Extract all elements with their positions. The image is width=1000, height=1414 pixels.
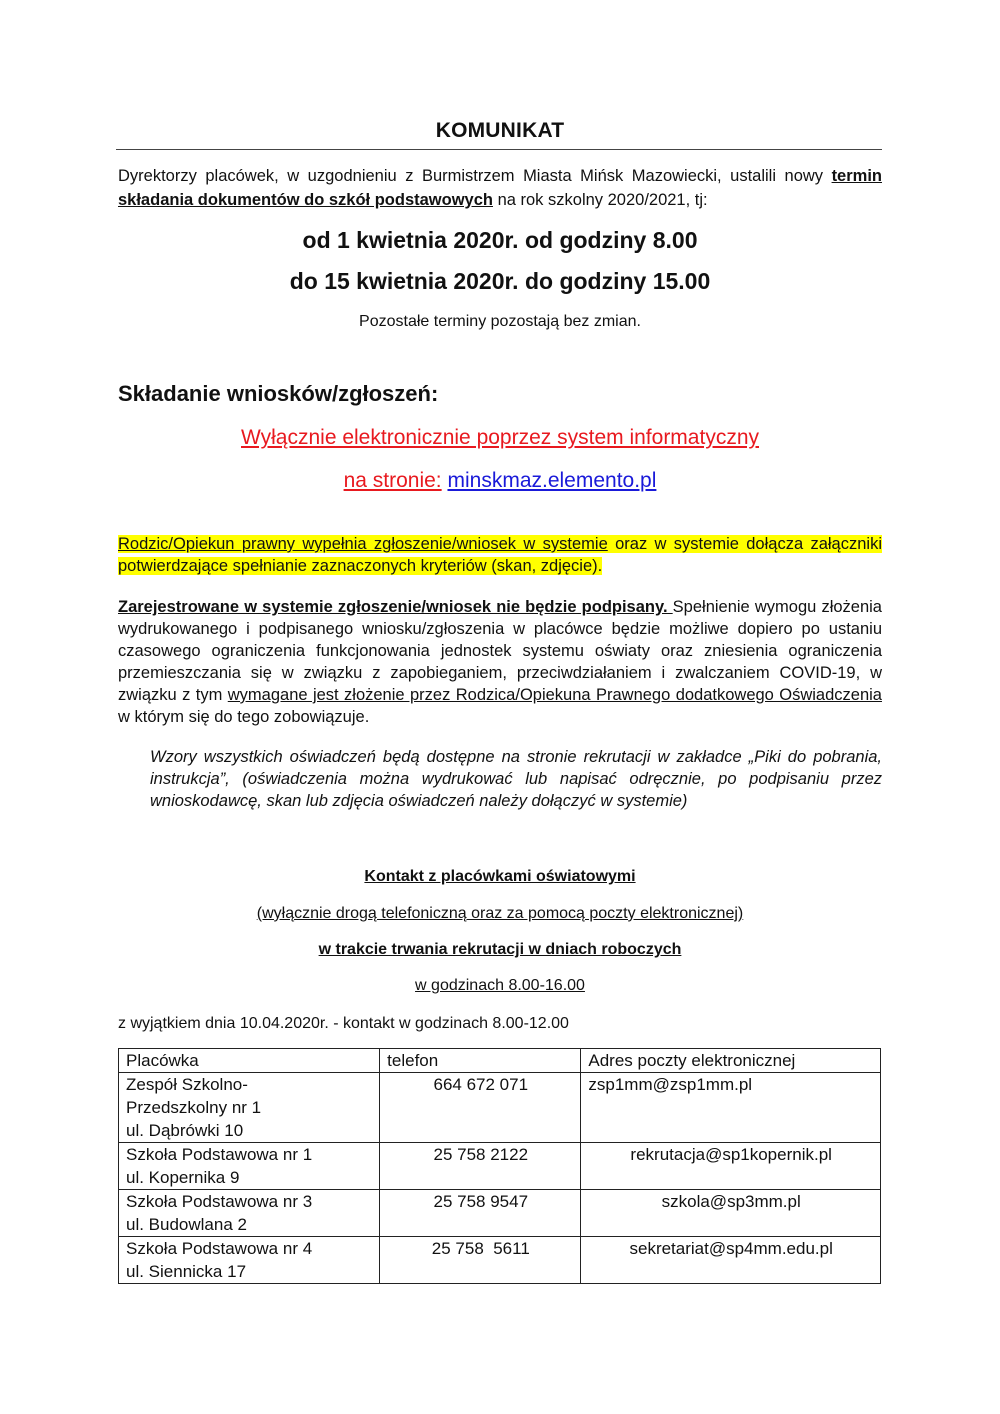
school-name-cell: Szkoła Podstawowa nr 3 ul. Budowlana 2	[119, 1190, 380, 1237]
contact-heading: Kontakt z placówkami oświatowymi	[364, 868, 636, 885]
submission-method-text: Wyłącznie elektronicznie poprzez system informatyczny	[241, 426, 759, 449]
submission-method	[118, 426, 882, 450]
table-header-row	[119, 1049, 881, 1073]
contacts-table	[118, 1048, 881, 1284]
elemento-link[interactable]: minskmaz.elemento.pl	[447, 469, 657, 492]
contact-period: w trakcie trwania rekrutacji w dniach roboczych	[318, 941, 682, 958]
table-row	[119, 1237, 881, 1284]
email-cell: szkola@sp3mm.pl	[581, 1190, 881, 1237]
document-title: KOMUNIKAT	[435, 119, 565, 142]
parent-fills-underlined: Rodzic/Opiekun prawny wypełnia zgłoszenie/wniosek w systemie	[118, 535, 608, 553]
phone-cell: 25 758 5611	[380, 1237, 581, 1284]
contact-hours: w godzinach 8.00-16.00	[415, 977, 585, 994]
parent-fills-paragraph	[118, 533, 882, 577]
school-name-cell: Zespół Szkolno- Przedszkolny nr 1 ul. Dąbrówki 10	[119, 1073, 380, 1143]
email-cell: rekrutacja@sp1kopernik.pl	[581, 1143, 881, 1190]
submission-site	[118, 469, 882, 493]
intro-text-before: Dyrektorzy placówek, w uzgodnieniu z Burmistrzem Miasta Mińsk Mazowiecki, ustalili nowy	[118, 167, 832, 185]
other-terms-note: Pozostałe terminy pozostają bez zmian.	[359, 313, 641, 330]
school-name-cell: Szkoła Podstawowa nr 1 ul. Kopernika 9	[119, 1143, 380, 1190]
declaration-requirement: wymagane jest złożenie przez Rodzica/Opiekuna Prawnego dodatkowego Oświadczenia	[227, 686, 882, 704]
intro-text-after: na rok szkolny 2020/2021, tj:	[492, 191, 708, 209]
intro-paragraph	[118, 164, 882, 212]
email-cell: zsp1mm@zsp1mm.pl	[581, 1073, 881, 1143]
submission-heading: Składanie wniosków/zgłoszeń:	[118, 381, 439, 406]
declaration-templates-note: Wzory wszystkich oświadczeń będą dostępne na stronie rekrutacji w zakładce „Piki do pobrania, instrukcja”, (oświadczenia można wydrukować lub napisać odręcznie, po podpisaniu przez wnioskodawcę, skan lub zdjęcia oświadczeń należy dołączyć w systemie)	[150, 748, 882, 810]
unsigned-body: Spełnienie wymogu złożenia wydrukowanego i podpisanego wniosku/zgłoszenia w placówce będzie możliwe dopiero po ustaniu czasowego ograniczenia funkcjonowania jednostek systemu oświaty oraz zniesienia ograniczenia przemieszczania się w związku z zapobieganiem, przeciwdziałaniem i zwalczaniem COVID-19, w związku z tym	[118, 598, 882, 704]
parent-fills-rest: oraz w systemie dołącza załączniki potwierdzające spełnianie zaznaczonych kryteriów (skan, zdjęcie).	[118, 535, 882, 575]
table-row	[119, 1190, 881, 1237]
header-email: Adres poczty elektronicznej	[581, 1049, 881, 1073]
contact-exception: z wyjątkiem dnia 10.04.2020r. - kontakt w godzinach 8.00-12.00	[118, 1015, 569, 1032]
email-cell: sekretariat@sp4mm.edu.pl	[581, 1237, 881, 1284]
school-name-cell: Szkoła Podstawowa nr 4 ul. Siennicka 17	[119, 1237, 380, 1284]
contact-method: (wyłącznie drogą telefoniczną oraz za pomocą poczty elektronicznej)	[256, 905, 744, 922]
phone-cell: 25 758 9547	[380, 1190, 581, 1237]
phone-cell: 664 672 071	[380, 1073, 581, 1143]
phone-cell: 25 758 2122	[380, 1143, 581, 1190]
unsigned-end: w którym się do tego zobowiązuje.	[118, 708, 370, 726]
date-from: od 1 kwietnia 2020r. od godziny 8.00	[302, 227, 698, 253]
date-to: do 15 kwietnia 2020r. do godziny 15.00	[289, 268, 711, 294]
unsigned-notice: Zarejestrowane w systemie zgłoszenie/wniosek nie będzie podpisany.	[118, 598, 673, 616]
intro-emphasis: termin składania dokumentów do szkół podstawowych	[118, 167, 882, 209]
header-placowka: Placówka	[119, 1049, 380, 1073]
table-row	[119, 1143, 881, 1190]
header-telefon: telefon	[380, 1049, 581, 1073]
title-divider	[116, 149, 882, 150]
unsigned-application-paragraph	[118, 596, 882, 728]
table-row	[119, 1073, 881, 1143]
submission-site-prefix: na stronie:	[343, 469, 442, 492]
